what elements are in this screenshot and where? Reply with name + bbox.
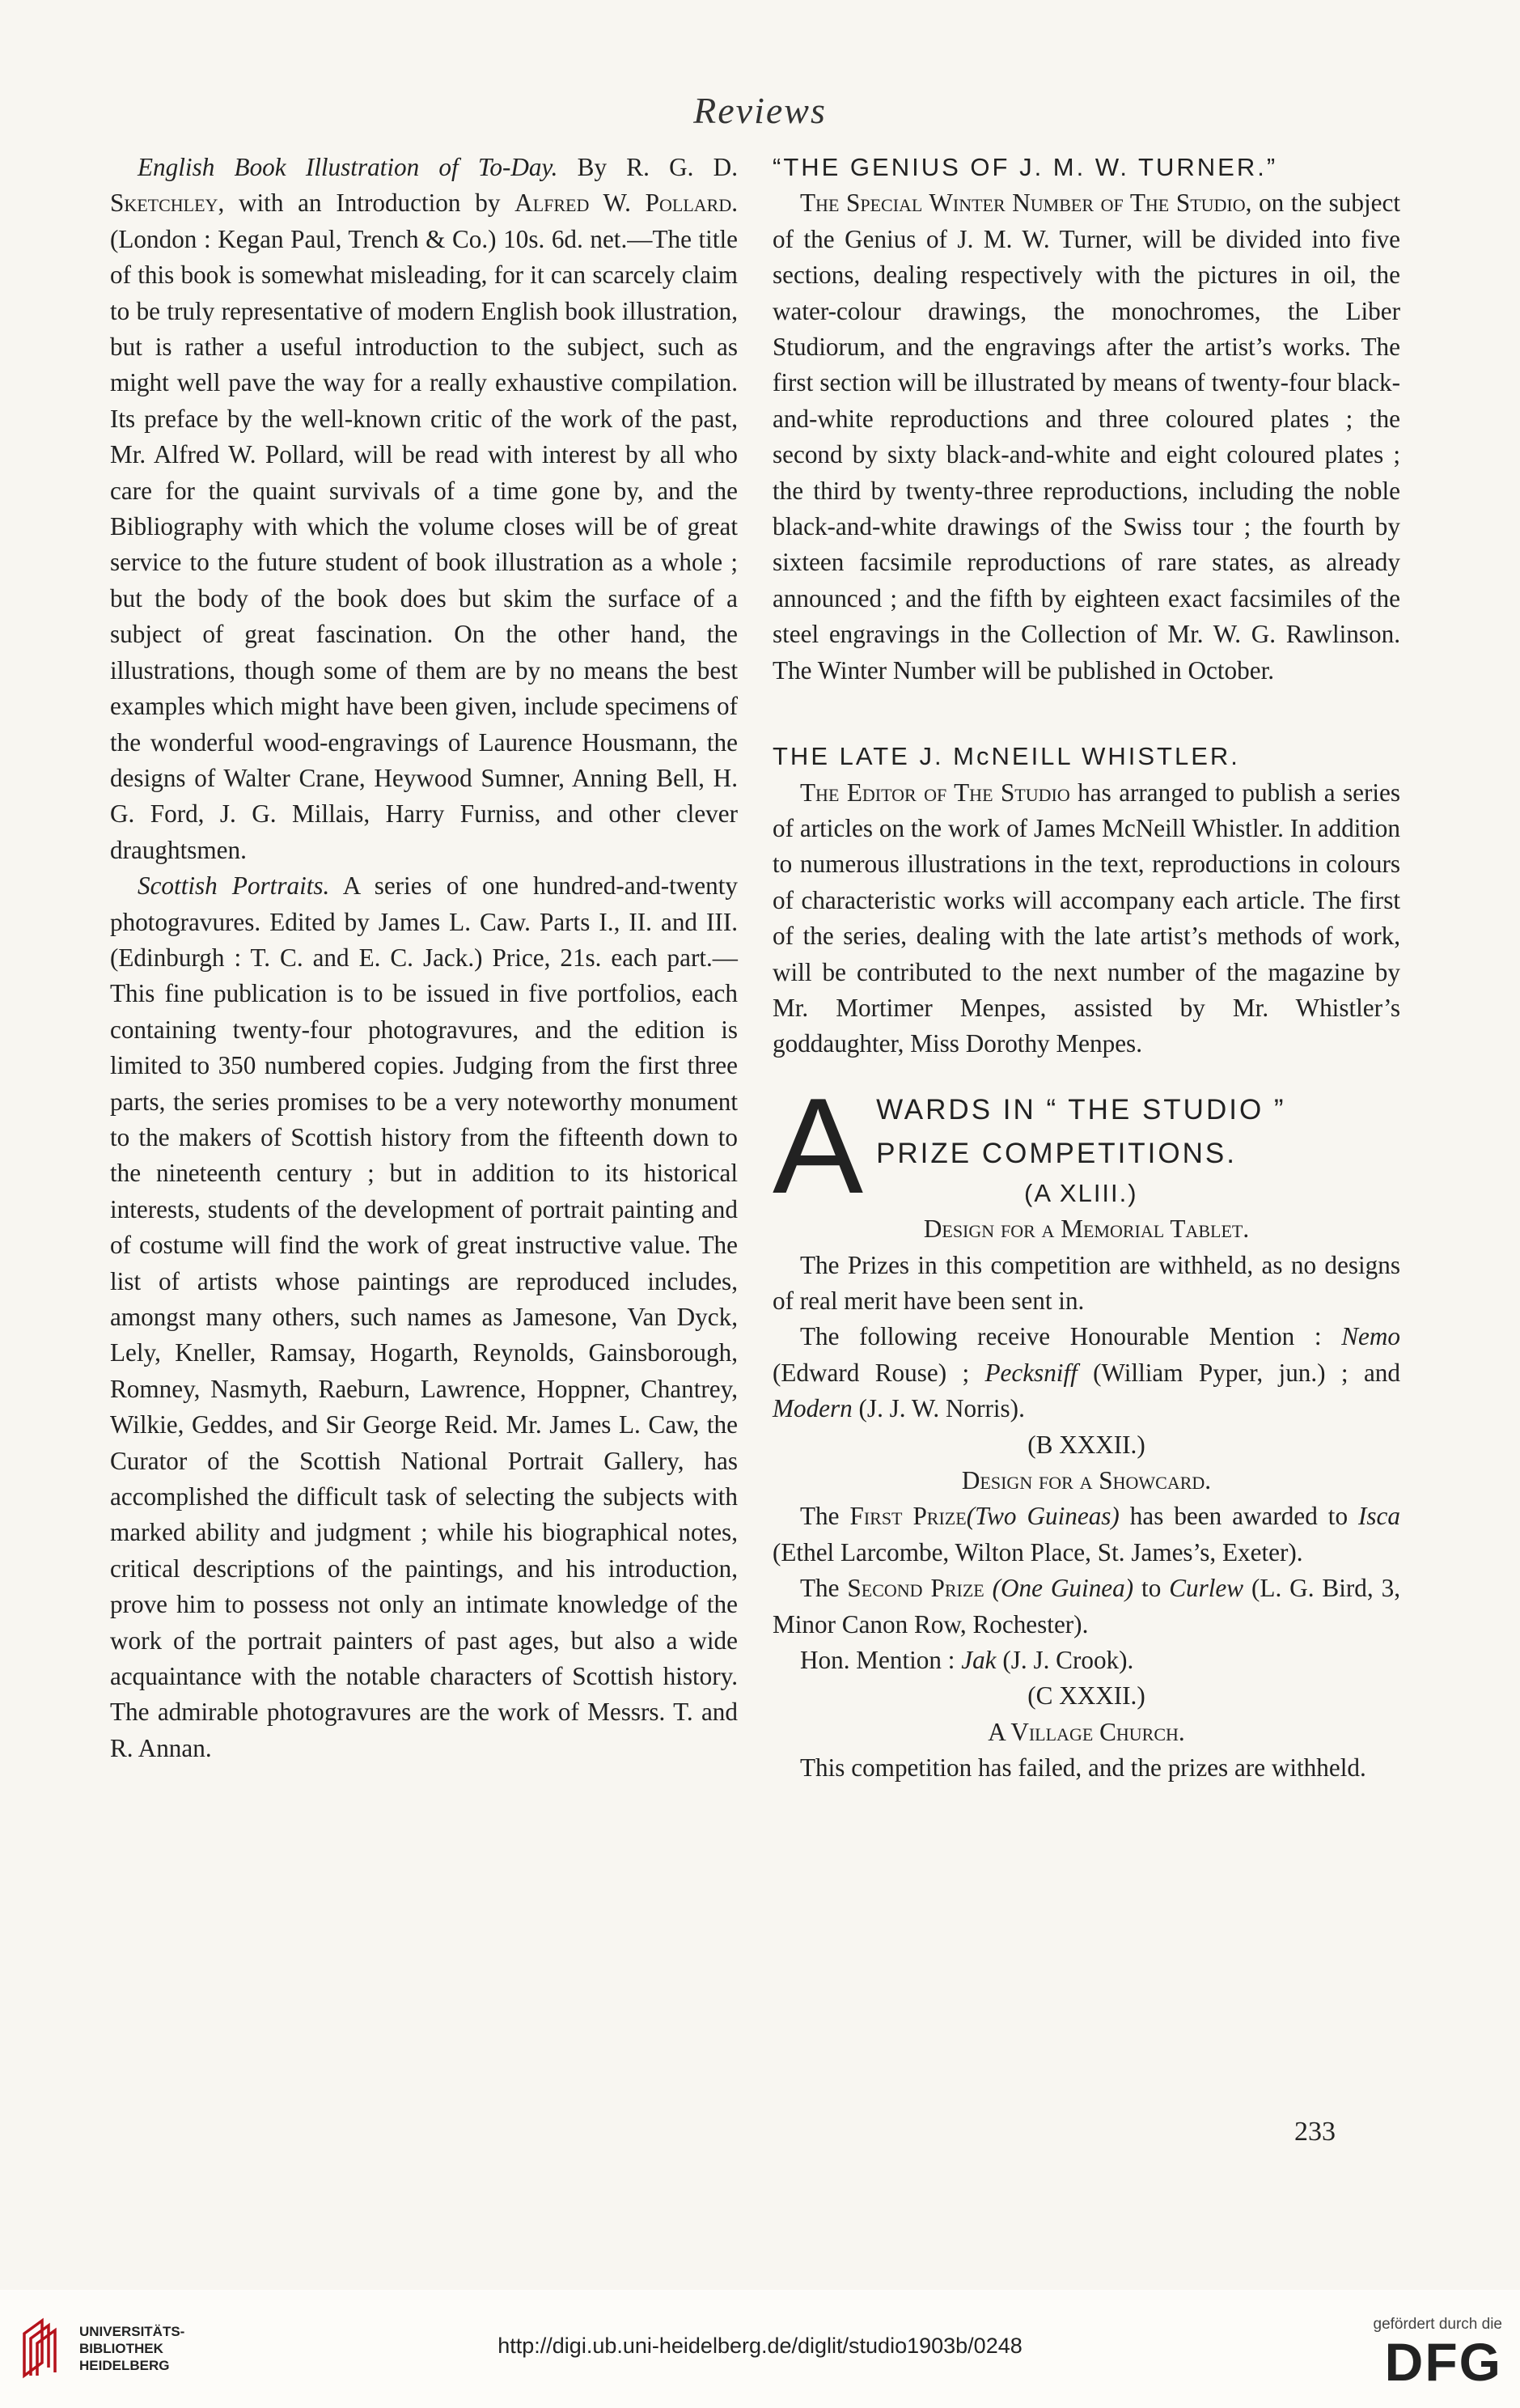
competition-title-c: A Village Church.	[988, 1717, 1185, 1746]
review-title: English Book Illustration of To-Day.	[138, 153, 558, 181]
competition-code-c: (C XXXII.)	[1027, 1681, 1145, 1711]
competition-title-a: Design for a Memorial Tablet.	[923, 1215, 1250, 1244]
library-name: UNIVERSITÄTS- BIBLIOTHEK HEIDELBERG	[79, 2323, 185, 2373]
turner-notice: The Special Winter Number of The Studio, on the subject of the Genius of J. M. W. Turner, will be divided into five sections, dealing respectively with the pictures in oil, the water-colour drawings, the monochromes, the Liber Studiorum, and the engravings after the artist’s works. The first section will be illustrated by means of twenty-four black-and-white reproductions and three coloured plates ; the second by sixty black-and-white and eight coloured plates ; the third by twenty-three reproductions, including the noble black-and-white drawings of the Swiss tour ; the fourth by sixteen facsimile reproductions of rare states, as already announced ; and the fifth by eighteen exact facsimiles of the steel engravings in the Collection of Mr. W. G. Rawlinson. The Winter Number will be published in October.	[773, 189, 1400, 685]
sponsor-logo[interactable]	[1374, 2316, 1503, 2390]
review-title: Scottish Portraits.	[138, 871, 330, 901]
review-body: A series of one hundred-and-twenty photogravures. Edited by James L. Caw. Parts I., II. and III. (Edinburgh : T. C. and E. C. Jack.) Price, 21s. each part.—This fine publication is to be issued in five portfolios, each containing twenty-four photogravures, and the edition is limited to 350 numbered copies. Judging from the first three parts, the series promises to be a very noteworthy monument to the makers of Scottish history from the fifteenth down to the nineteenth century ; but in addition to its historical interests, students of the development of portrait painting and of costume will find the work of great instructive value. The list of artists whose paintings are reproduced includes, amongst many others, such names as Jamesone, Van Dyck, Lely, Kneller, Ramsay, Hogarth, Reynolds, Gainsborough, Romney, Nasmyth, Raeburn, Lawrence, Hoppner, Chantrey, Wilkie, Geddes, and Sir George Reid. Mr. James L. Caw, the Curator of the Scottish National Portrait Gallery, has accomplished the difficult task of selecting the subjects with marked ability and judgment ; while his biographical notes, critical descriptions of the paintings, and his introduction, prove him to possess not only an intimate knowledge of the work of the portrait painters of past ages, but also a wide acquaintance with the notable characters of Scottish history. The admirable photogravures are the work of Messrs. T. and R. Annan.	[110, 871, 739, 1762]
dfg-logo-icon: DFG	[1384, 2332, 1502, 2392]
competition-b-second-prize: The Second Prize (One Guinea) to Curlew (L. G. Bird, 3, Minor Canon Row, Rochester).	[773, 1574, 1400, 1639]
awards-title-line-1: WARDS IN “ THE STUDIO ”	[876, 1093, 1286, 1126]
awards-title-line-2: PRIZE COMPETITIONS.	[876, 1137, 1237, 1169]
section-gap	[773, 689, 1400, 739]
left-column	[110, 150, 738, 1766]
section-heading-turner: “THE GENIUS OF J. M. W. TURNER.”	[773, 153, 1278, 181]
running-head: Reviews	[693, 90, 827, 131]
author-name: Sketchley	[110, 189, 218, 218]
review-english-book-illustration: English Book Illustration of To-Day. By R. G. D. Sketchley, with an Introduction by Alfred W. Pollard. (London : Kegan Paul, Trench & Co.) 10s. 6d. net.—The title of this book is somewhat misleading, for it can scarcely claim to be truly representative of modern English book illustration, but is rather a useful introduction to the subject, such as might well pave the way for a really exhaustive compilation. Its preface by the well-known critic of the work of the past, Mr. Alfred W. Pollard, will be read with interest by all who care for the quaint survivals of a time gone by, and the Bibliography with which the volume closes will be of great service to the future student of book illustration as a whole ; but the body of the book does but skim the surface of a subject of great fascination. On the other hand, the illustrations, though some of them are by no means the best examples which might have been given, include specimens of the wonderful wood-engravings of Laurence Housmann, the designs of Walter Crane, Heywood Sumner, Anning Bell, H. G. Ford, J. G. Millais, Harry Furniss, and other clever draughtsmen.	[110, 153, 739, 864]
drop-cap: A	[773, 1069, 864, 1222]
permalink-url[interactable]: http://digi.ub.uni-heidelberg.de/diglit/studio1903b/0248	[497, 2334, 1023, 2358]
competition-code-a: (A XLIII.)	[1024, 1178, 1138, 1207]
competition-a-mentions: The following receive Honourable Mention : Nemo (Edward Rouse) ; Pecksniff (William Pyper, jun.) ; and Modern (J. J. W. Norris).	[773, 1322, 1400, 1423]
competition-b-first-prize: The First Prize(Two Guineas) has been awarded to Isca (Ethel Larcombe, Wilton Place, St. James’s, Exeter).	[773, 1502, 1400, 1566]
page-number: 233	[1294, 2117, 1336, 2147]
digitization-footer	[0, 2291, 1520, 2408]
competition-a-result: The Prizes in this competition are withheld, as no designs of real merit have been sent in.	[773, 1250, 1400, 1315]
awards-heading	[773, 1069, 1400, 1222]
competition-b-mention: Hon. Mention : Jak (J. J. Crook).	[800, 1646, 1134, 1675]
right-column	[773, 150, 1400, 1787]
review-body: . (London : Kegan Paul, Trench & Co.) 10s. 6d. net.—The title of this book is somewhat misleading, for it can scarcely claim to be truly representative of modern English book illustration, but is rather a useful introduction to the subject, such as might well pave the way for a really exhaustive compilation. Its preface by the well-known critic of the work of the past, Mr. Alfred W. Pollard, will be read with interest by all who care for the quaint survivals of a time gone by, and the Bibliography with which the volume closes will be of great service to the future student of book illustration as a whole ; but the body of the book does but skim the surface of a subject of great fascination. On the other hand, the illustrations, though some of them are by no means the best examples which might have been given, include specimens of the wonderful wood-engravings of Laurence Housmann, the designs of Walter Crane, Heywood Sumner, Anning Bell, H. G. Ford, J. G. Millais, Harry Furniss, and other clever draughtsmen.	[110, 189, 739, 864]
review-scottish-portraits	[110, 868, 738, 1766]
competition-title-b: Design for a Showcard.	[961, 1466, 1212, 1494]
competition-code-b: (B XXXII.)	[1027, 1430, 1145, 1459]
sponsor-text: gefördert durch die	[1373, 2316, 1502, 2333]
introducer-name: Alfred W. Pollard	[514, 189, 732, 218]
whistler-notice: The Editor of The Studio has arranged to publish a series of articles on the work of James McNeill Whistler. In addition to numerous illustrations in the text, reproductions in colours of characteristic works will accompany each article. The first of the series, dealing with the late artist’s methods of work, will be contributed to the next number of the magazine by Mr. Mortimer Menpes, assisted by Mr. Whistler’s goddaughter, Miss Dorothy Menpes.	[773, 778, 1401, 1058]
awards-heading-lines	[876, 1087, 1286, 1211]
section-heading-whistler: THE LATE J. McNEILL WHISTLER.	[773, 742, 1240, 771]
competition-c-result: This competition has failed, and the prizes are withheld.	[800, 1753, 1366, 1783]
